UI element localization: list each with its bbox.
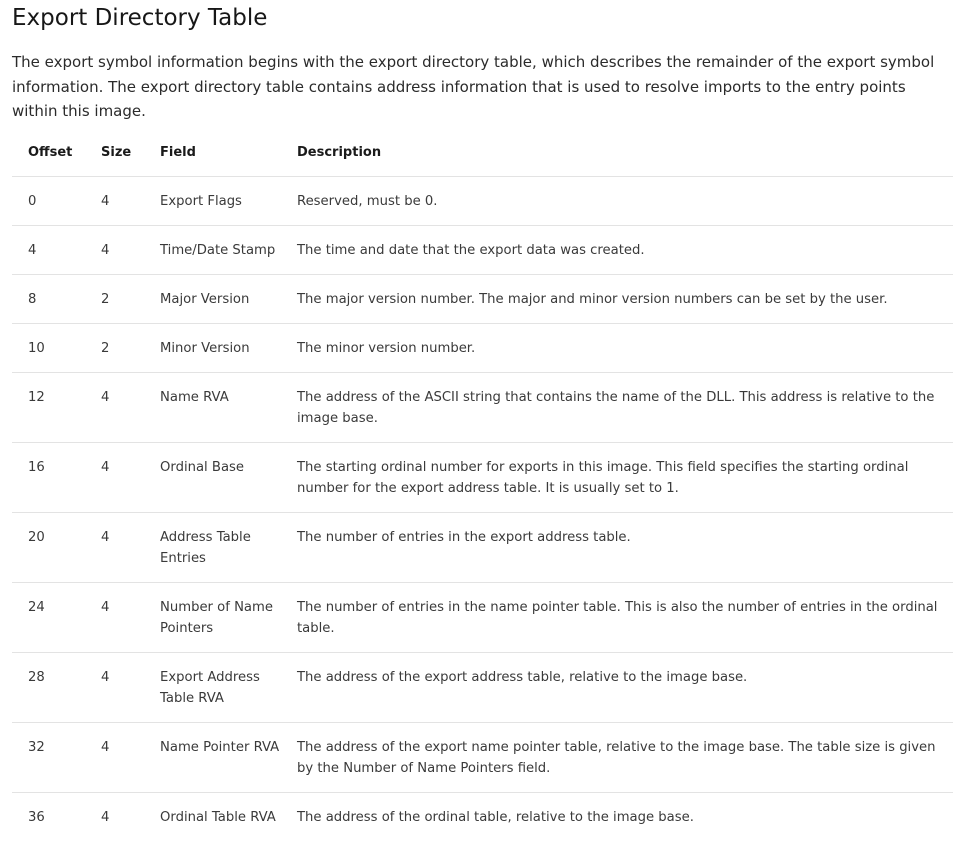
cell-field: Export Address Table RVA: [144, 652, 281, 722]
cell-size: 2: [85, 323, 144, 372]
cell-description: The address of the export address table, relative to the image base.: [281, 652, 953, 722]
cell-description: Reserved, must be 0.: [281, 176, 953, 225]
table-row: [12, 274, 953, 323]
cell-description: The number of entries in the name pointer table. This is also the number of entries in the ordinal table.: [281, 582, 953, 652]
cell-size: 4: [85, 176, 144, 225]
cell-field: Name Pointer RVA: [144, 722, 281, 792]
table-row: [12, 512, 953, 582]
cell-size: 4: [101, 809, 110, 825]
cell-size: 4: [85, 442, 144, 512]
cell-offset: 0: [12, 176, 85, 225]
table-row: [12, 582, 953, 652]
cell-offset: 36: [28, 809, 45, 825]
cell-description: The time and date that the export data was created.: [281, 225, 953, 274]
cell-field: Time/Date Stamp: [144, 225, 281, 274]
cell-field: Export Flags: [144, 176, 281, 225]
cell-field: Major Version: [144, 274, 281, 323]
column-header-offset: Offset: [12, 130, 85, 177]
cell-size: 4: [85, 372, 144, 442]
export-directory-table: [12, 130, 953, 841]
cell-offset: 16: [12, 442, 85, 512]
cell-size: 4: [85, 512, 144, 582]
cell-description: The major version number. The major and minor version numbers can be set by the user.: [281, 274, 953, 323]
cell-offset: 10: [12, 323, 85, 372]
cell-field: Number of Name Pointers: [144, 582, 281, 652]
cell-field: Minor Version: [144, 323, 281, 372]
column-header-size: Size: [85, 130, 144, 177]
cell-description: The address of the ordinal table, relative to the image base.: [297, 809, 694, 825]
cell-field: Ordinal Table RVA: [160, 809, 276, 825]
cell-offset: 4: [12, 225, 85, 274]
table-row: [12, 225, 953, 274]
table-row: [12, 792, 953, 841]
cell-offset: 12: [12, 372, 85, 442]
cell-description: The number of entries in the export address table.: [281, 512, 953, 582]
table-row: [12, 722, 953, 792]
cell-description: The minor version number.: [281, 323, 953, 372]
cell-size: 2: [85, 274, 144, 323]
table-header-row: [12, 130, 953, 177]
intro-paragraph: The export symbol information begins with the export directory table, which describes the remainder of the export symbol information. The export directory table contains address information that is used to resolve imports to the entry points within this image.: [12, 53, 935, 120]
cell-description: The address of the export name pointer table, relative to the image base. The table size is given by the Number of Name Pointers field.: [281, 722, 953, 792]
cell-field: Address Table Entries: [144, 512, 281, 582]
page-title: Export Directory Table: [12, 5, 268, 31]
table-row: [12, 372, 953, 442]
table-row: [12, 652, 953, 722]
table-row: [12, 176, 953, 225]
cell-description: The address of the ASCII string that contains the name of the DLL. This address is relative to the image base.: [281, 372, 953, 442]
column-header-description: Description: [281, 130, 953, 177]
cell-offset: 24: [12, 582, 85, 652]
cell-size: 4: [85, 582, 144, 652]
table-row: [12, 323, 953, 372]
table-row: [12, 442, 953, 512]
column-header-field: Field: [144, 130, 281, 177]
cell-offset: 20: [12, 512, 85, 582]
cell-field: Ordinal Base: [144, 442, 281, 512]
cell-size: 4: [85, 722, 144, 792]
cell-offset: 28: [12, 652, 85, 722]
cell-size: 4: [85, 652, 144, 722]
cell-field: Name RVA: [144, 372, 281, 442]
cell-offset: 32: [12, 722, 85, 792]
cell-offset: 8: [12, 274, 85, 323]
cell-size: 4: [85, 225, 144, 274]
cell-description: The starting ordinal number for exports in this image. This field specifies the starting ordinal number for the export address table. It is usually set to 1.: [281, 442, 953, 512]
